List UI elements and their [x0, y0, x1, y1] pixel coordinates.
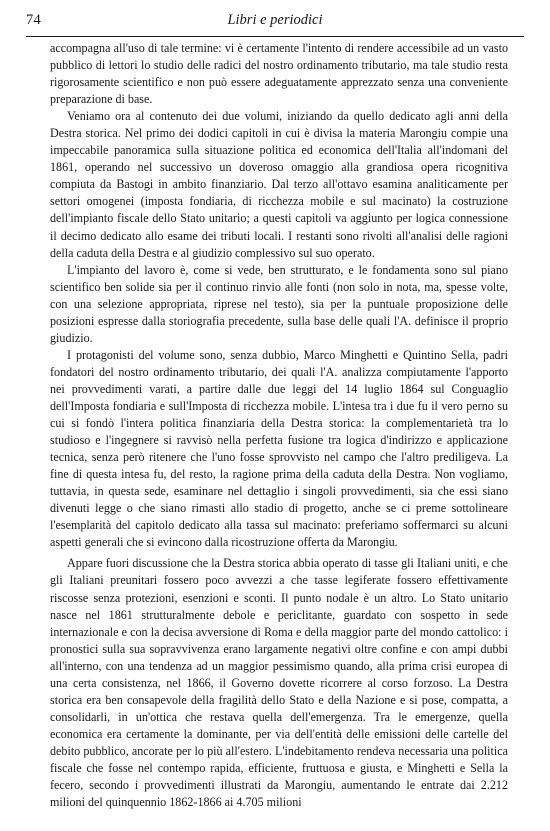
paragraph-protagonists: I protagonisti del volume sono, senza dubbio, Marco Minghetti e Quintino Sella, padri fondatori del nostro ordinamento tributario, dei quali l'A. analizza compiutamente l'apporto nei provvedimenti varati, a partire dalle due leggi del 14 luglio 1864 sul Conguaglio dell'Imposta fondiaria e sull'Imposta di ricchezza mobile. L'intesa tra i due fu il vero perno su cui si fondò l'intera politica finanziaria della Destra storica: la complementarietà tra lo studioso e l'ingegnere si ravvisò nella perfetta fusione tra logica d'indirizzo e applicazione tecnica, senza però ritenere che l'uno fosse sprovvisto nel campo che l'altro prediligeva. La fine di questa intesa fu, del resto, la ragione prima della caduta della Destra. Non vogliamo, tuttavia, in questa sede, esaminare nel dettaglio i singoli provvedimenti, sia che essi siano divenuti legge o che siano rimasti allo stadio di progetto, anche se ci preme sottolineare l'esemplarità del capitolo dedicato alla tassa sul macinato: preferiamo soffermarci su alcuni aspetti generali che si evincono dalla ricostruzione offerta da Marongiu. [50, 347, 508, 550]
page-header [26, 12, 524, 34]
body-text [50, 40, 508, 811]
paragraph-continuation: accompagna all'uso di tale termine: vi è certamente l'intento di rendere accessibile ad un vasto pubblico di lettori lo studio delle radici del nostro ordinamento tributario, ma tale studio resta rigorosamente scientifico e non può essere adeguatamente apprezzato senza una conveniente preparazione di base. [50, 41, 508, 107]
paragraph-work-structure: L'impianto del lavoro è, come si vede, ben strutturato, e le fondamenta sono sul piano scientifico ben solide sia per il continuo rinvio alle fonti (non solo in nota, ma, spesse volte, con una selezione appropriata, riprese nel testo), sia per la puntuale proposizione delle posizioni espresse dalla storiografia precedente, sulla base delle quali l'A. definisce il proprio giudizio. [50, 262, 508, 345]
page-number: 74 [26, 12, 42, 28]
running-title: Libri e periodici [227, 12, 323, 28]
header-rule [26, 36, 524, 37]
paragraph-volumes-content: Veniamo ora al contenuto dei due volumi, iniziando da quello dedicato agli anni della Destra storica. Nel primo dei dodici capitoli in cui è divisa la materia Marongiu compie una impeccabile panoramica sulla situazione politica ed economica dell'Italia all'indomani del 1861, operando nel successivo un doveroso omaggio alla grandiosa opera ricognitiva compiuta da Bastogi in ambito finanziario. Dal terzo all'ottavo esamina analiticamente per settori omogenei (imposta fondiaria, di ricchezza mobile e sul macinato) la costruzione dell'impianto fiscale dello Stato unitario; a questi capitoli va aggiunto per logica connessione il decimo dedicato allo esame dei tributi locali. I restanti sono rivolti all'analisi delle ragioni della caduta della Destra e al giudizio complessivo sul suo operato. [50, 109, 508, 260]
paragraph-fiscal-policy: Appare fuori discussione che la Destra storica abbia operato di tasse gli Italiani uniti, e che gli Italiani preunitari fossero poco avvezzi a che tasse legiferate fossero effettivamente riscosse senza protezioni, esenzioni e sconti. Il punto nodale è un altro. Lo Stato unitario nasce nel 1861 strutturalmente debole e periclitante, guardato con sospetto in sede internazionale e con la decisa avversione di Roma e della maggior parte del mondo cattolico: i pronostici sulla sua sopravvivenza erano largamente negativi oltre confine e con ampi dubbi all'interno, con una tendenza ad un maggior pessimismo quando, alla prima crisi europea di una certa consistenza, nel 1866, il Governo dovette ricorrere al corso forzoso. La Destra storica era ben consapevole della fragilità dello Stato e della Nazione e si pose, compatta, a consolidarli, in un'ottica che restava quella dell'emergenza. Tra le emergenze, quella economica era certamente la dominante, per via dell'entità delle emissioni delle cartelle del debito pubblico, ancorate per lo più all'estero. L'indebitamento rendeva necessaria una politica fiscale che fosse nel contempo rapida, efficiente, fruttuosa e giusta, e Minghetti e Sella la fecero, secondo i provvedimenti illustrati da Marongiu, aumentando le entrate dai 2.212 milioni del quinquennio 1862-1866 ai 4.705 milioni [50, 556, 508, 810]
